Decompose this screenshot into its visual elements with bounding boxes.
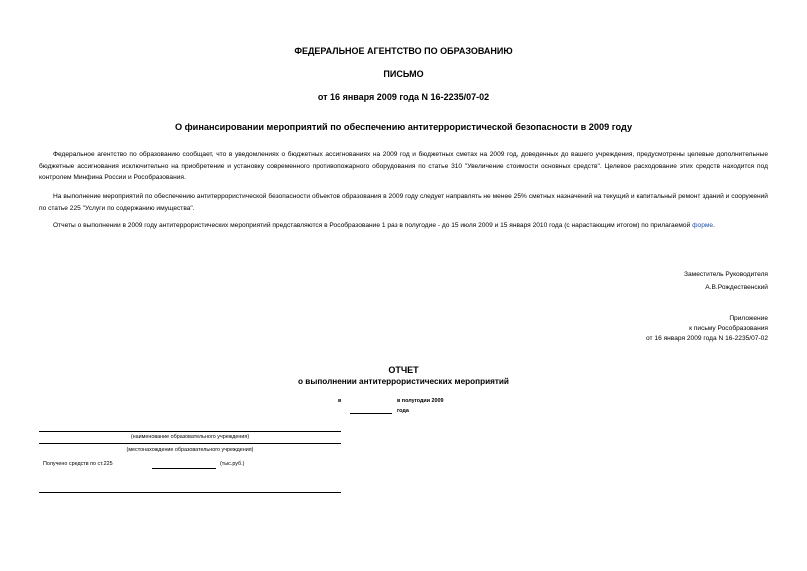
paragraph-1: Федеральное агентство по образованию сообщает, что в уведомлениях о бюджетных ассигнованиях на 2009 год и бюджетных сметах на 2009 год, доведенных до вашего учреждения, предусмотрены целевые дополнительные бюджетные ассигнования исключительно на приобретение и установку современного противопожарного оборудования по статье 310 "Увеличение стоимости основных средств". Целевое расходование этих средств находится под контролем Минфина России и Рособразования. [39,151,768,181]
form-link[interactable]: форме [692,222,714,229]
appendix-label: Приложение [729,315,768,322]
report-subtitle: о выполнении антитеррористических мероприятий [298,377,509,386]
paragraph-3 [39,220,768,232]
report-title: ОТЧЕТ [388,365,419,375]
half-year-blank[interactable] [350,413,392,414]
bottom-rule [39,492,341,493]
letter-title: О финансировании мероприятий по обеспечению антитеррористической безопасности в 2009 году [174,122,633,132]
institution-name-caption: (наименование образовательного учреждения) [130,434,250,440]
report-half-year: в полугодии 2009 [397,398,444,404]
appendix-reference: к письму Рособразования [689,325,768,332]
received-funds-field[interactable] [152,468,216,469]
signature-position: Заместитель Руководителя [684,271,768,278]
paragraph-2: На выполнение мероприятий по обеспечению антитеррористической безопасности объектов образования в 2009 году следует направлять не менее 25% сметных назначений на текущий и капитальный ремонт зданий и сооружений по статье 225 "Услуги по содержанию имущества". [39,193,768,212]
agency-heading: ФЕДЕРАЛЬНОЕ АГЕНТСТВО ПО ОБРАЗОВАНИЮ [294,46,513,56]
report-year: года [397,408,409,414]
appendix-date: от 16 января 2009 года N 16-2235/07-02 [646,335,768,342]
report-in-label: в [338,398,342,404]
received-funds-label: Получено средств по ст.225 [43,461,113,467]
paragraph-3-text: Отчеты о выполнении в 2009 году антитеррористических мероприятий представляются в Рособразование 1 раз в полугодие - до 15 июля 2009 и 15 января 2010 года (с нарастающим итогом) по прилагаемой [53,222,691,229]
date-number-heading: от 16 января 2009 года N 16-2235/07-02 [317,92,490,102]
institution-location-caption: (местонахождение образовательного учреждения) [126,447,254,453]
received-funds-unit: (тыс.руб.) [220,461,245,467]
paragraph-3-end: . [713,222,715,229]
institution-name-line[interactable] [39,431,341,432]
signature-name: А.В.Рождественский [705,284,768,291]
institution-location-line[interactable] [39,443,341,444]
doc-type-heading: ПИСЬМО [383,69,424,79]
